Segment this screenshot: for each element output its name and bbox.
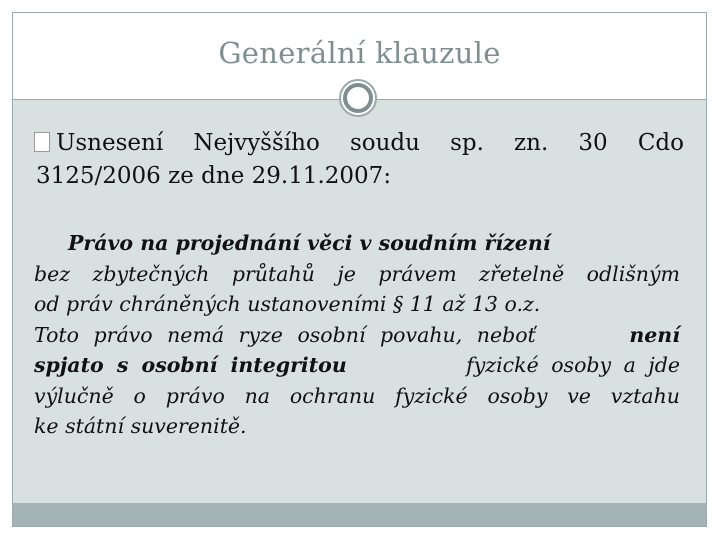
quote-line: výlučně o právo na ochranu fyzické osoby ve vztahu xyxy=(34,383,680,408)
reference-citation xyxy=(34,127,684,193)
reference-line-2: 3125/2006 ze dne 29.11.2007: xyxy=(36,163,392,189)
quote-line: ke státní suverenitě. xyxy=(34,414,247,438)
quote-lead: Právo na projednání věci v soudním řízení xyxy=(68,231,551,255)
circle-ornament-icon xyxy=(338,78,378,118)
quote-line: od práv chráněných ustanoveními § 11 až 13 o.z. xyxy=(34,292,541,316)
reference-word: zn. xyxy=(514,130,549,156)
quote-line: spjato s osobní integritou fyzické osoby a jde xyxy=(34,353,680,377)
quoted-ruling xyxy=(34,228,680,442)
slide-title: Generální klauzule xyxy=(218,36,501,70)
reference-word: 30 xyxy=(578,130,608,156)
quote-line: Toto právo nemá ryze osobní povahu, neboť není xyxy=(34,322,680,347)
reference-word: soudu xyxy=(349,130,420,156)
quote-line: bez zbytečných průtahů je právem zřetelně odlišným xyxy=(34,261,680,286)
reference-word: Usnesení xyxy=(34,127,163,160)
bullet-box-icon xyxy=(34,132,50,152)
reference-line-1 xyxy=(34,127,684,160)
reference-word: sp. xyxy=(450,130,484,156)
reference-word: Cdo xyxy=(637,130,684,156)
reference-word: Nejvyššího xyxy=(193,130,320,156)
footer-bar xyxy=(13,503,706,526)
